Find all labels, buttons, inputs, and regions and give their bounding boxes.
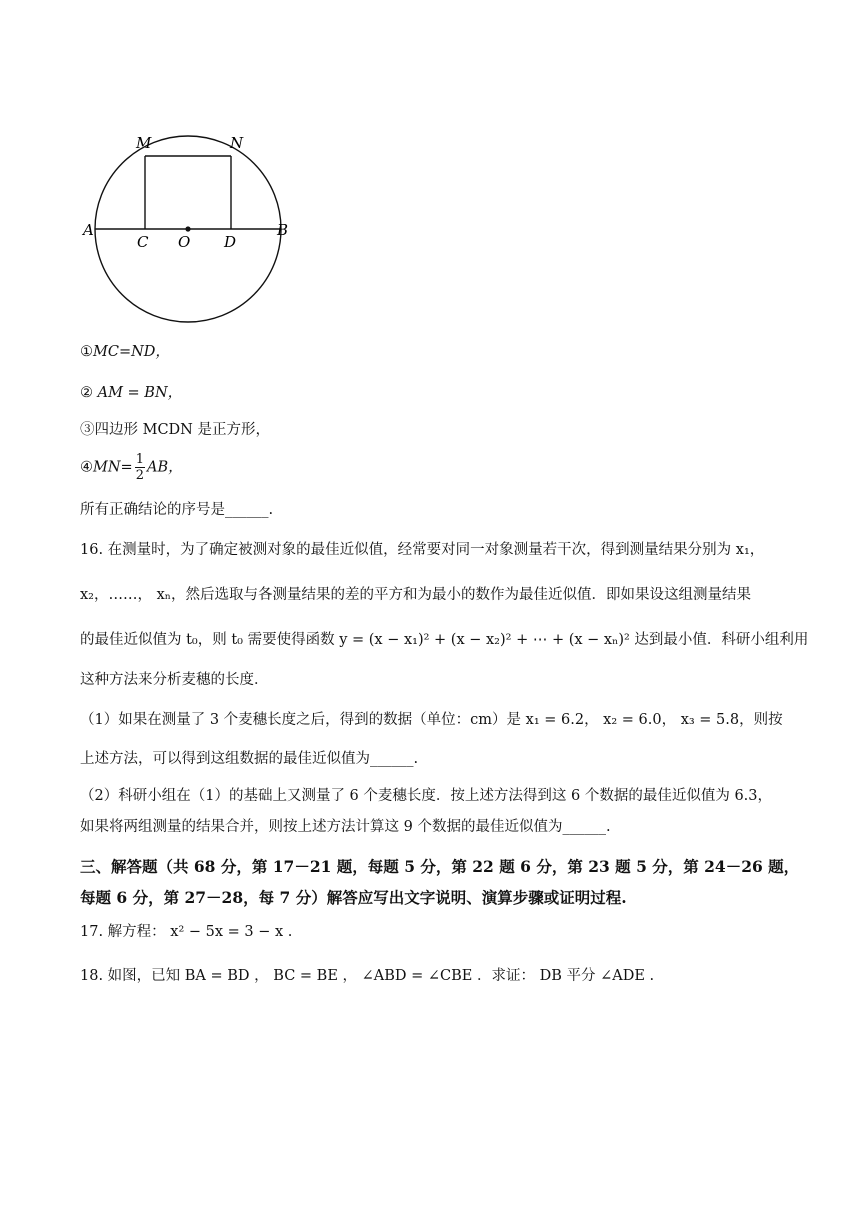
q15-prompt: 所有正确结论的序号是______. [80, 502, 274, 518]
conclusion-3-text: 四边形 MCDN 是正方形， [94, 422, 270, 438]
label-o: O [178, 233, 191, 251]
fraction-numerator: 1 [135, 452, 144, 467]
label-a: A [83, 221, 94, 239]
section-3-heading-line-2: 每题 6 分，第 27－28，每 7 分）解答应写出文字说明、演算步骤或证明过程. [80, 888, 627, 907]
q16-line-1: 16. 在测量时，为了确定被测对象的最佳近似值，经常要对同一对象测量若干次，得到测量结果分别为 x₁， [80, 542, 765, 558]
q16-line-2: x₂，……， xₙ，然后选取与各测量结果的差的平方和为最小的数作为最佳近似值．即如果设这组测量结果 [80, 587, 752, 603]
conclusion-2 [80, 383, 182, 403]
label-c: C [137, 233, 149, 251]
conclusion-1 [80, 342, 170, 362]
fraction-denominator: 2 [135, 468, 144, 483]
conclusion-4-tail: AB， [146, 459, 183, 476]
q16-line-3: 的最佳近似值为 t₀，则 t₀ 需要使得函数 y = (x − x₁)² + (x − x₂)² + ⋯ + (x − xₙ)² 达到最小值．科研小组利用 [80, 632, 809, 648]
q16-line-4: 这种方法来分析麦穗的长度． [80, 672, 269, 688]
label-n: N [230, 134, 244, 152]
conclusion-2-marker: ② [80, 385, 93, 401]
label-d: D [224, 233, 237, 251]
q17: 17. 解方程： x² − 5x = 3 − x . [80, 924, 293, 940]
conclusion-4-marker: ④ [80, 459, 93, 476]
conclusion-4 [80, 452, 183, 483]
conclusion-2-text: AM = BN， [97, 385, 183, 401]
label-b: B [277, 221, 289, 239]
circle-figure [80, 125, 300, 325]
q16-part1-line-2: 上述方法，可以得到这组数据的最佳近似值为______. [80, 751, 419, 767]
q16-part2-line-2: 如果将两组测量的结果合并，则按上述方法计算这 9 个数据的最佳近似值为______. [80, 819, 611, 835]
q16-part1-line-1: （1）如果在测量了 3 个麦穗长度之后，得到的数据（单位：cm）是 x₁ = 6.2， x₂ = 6.0， x₃ = 5.8，则按 [80, 712, 783, 728]
section-3-heading-line-1: 三、解答题（共 68 分，第 17－21 题，每题 5 分，第 22 题 6 分，第 23 题 5 分，第 24－26 题， [80, 857, 800, 876]
q18: 18. 如图，已知 BA = BD ， BC = BE ， ∠ABD = ∠CBE ．求证： DB 平分 ∠ADE . [80, 968, 655, 984]
conclusion-4-text: MN= [93, 459, 133, 476]
conclusion-1-marker: ① [80, 344, 93, 360]
conclusion-3 [80, 420, 270, 440]
conclusion-1-text: MC=ND， [93, 344, 170, 360]
center-dot [185, 226, 190, 231]
label-m: M [136, 134, 152, 152]
q16-part2-line-1: （2）科研小组在（1）的基础上又测量了 6 个麦穗长度．按上述方法得到这 6 个数据的最佳近似值为 6.3， [80, 788, 773, 804]
conclusion-3-marker: ③ [80, 422, 95, 438]
fraction-one-half [135, 452, 145, 483]
